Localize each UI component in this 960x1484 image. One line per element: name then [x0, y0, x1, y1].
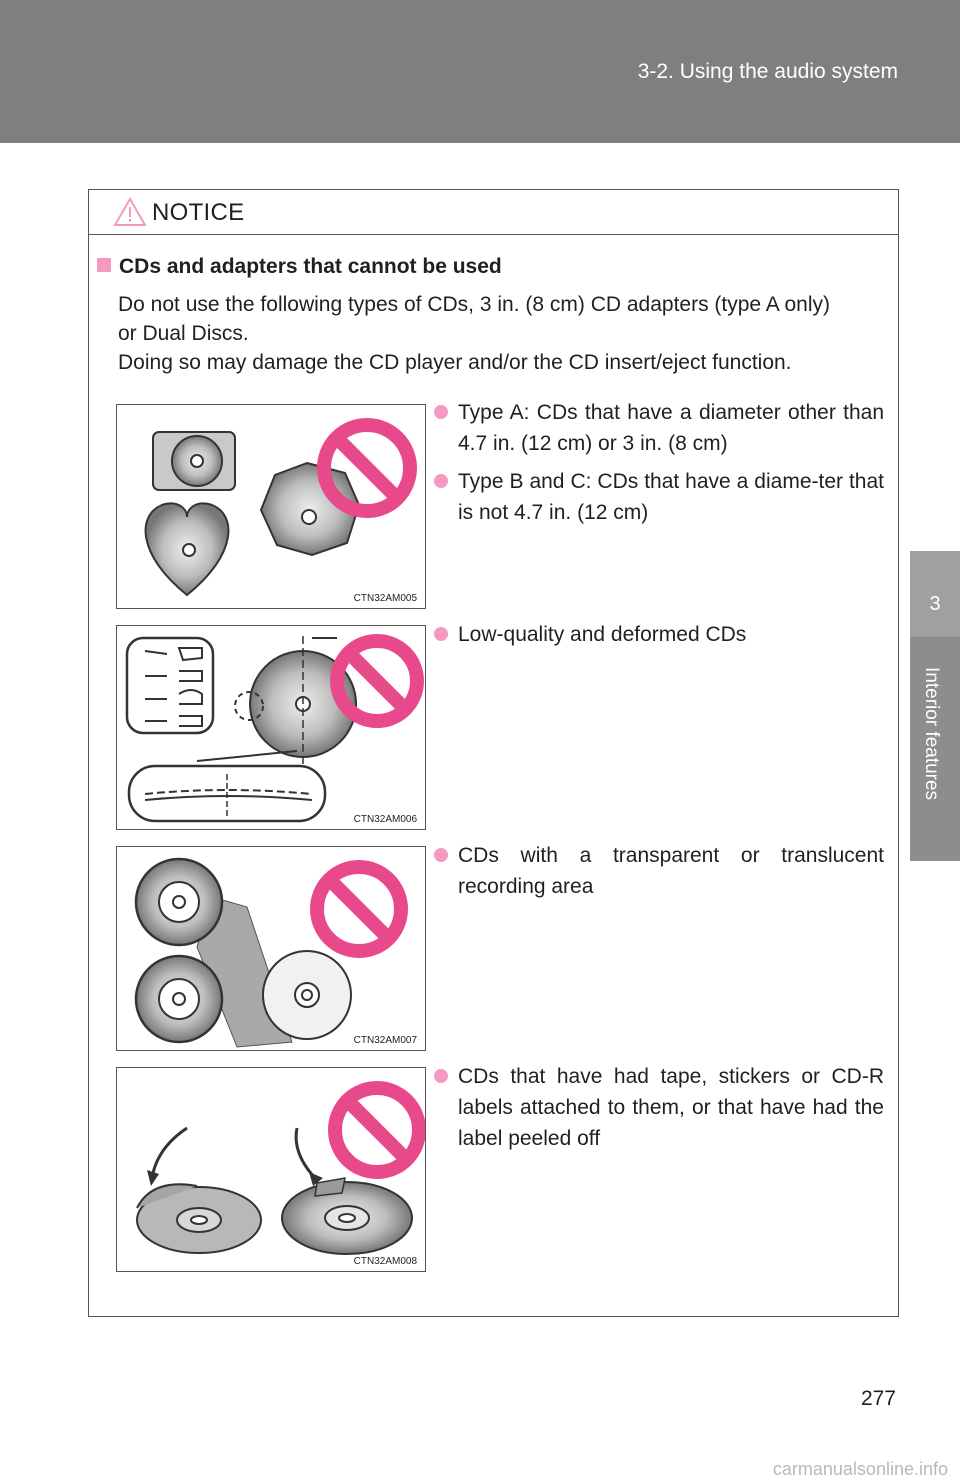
bullet-dot-icon: [434, 1069, 448, 1083]
chapter-tab: [910, 551, 960, 861]
deformed-cds-illustration: [117, 626, 426, 830]
bullet-item: Type A: CDs that have a diameter other than 4.7 in. (12 cm) or 3 in. (8 cm): [434, 397, 884, 459]
notice-box: [88, 189, 899, 1317]
figure-deformed-cds: [116, 625, 426, 830]
bullet-dot-icon: [434, 627, 448, 641]
bullet-item: CDs with a transparent or translucent recording area: [434, 840, 884, 902]
bullet-dot-icon: [434, 405, 448, 419]
bullet-group-2: [434, 619, 884, 657]
subsection-heading: CDs and adapters that cannot be used: [97, 255, 502, 279]
figure-odd-shaped-cds: [116, 404, 426, 609]
bullet-group-3: [434, 840, 884, 909]
figure-labeled-cds: [116, 1067, 426, 1272]
transparent-cds-illustration: [117, 847, 426, 1051]
bullet-dot-icon: [434, 474, 448, 488]
bullet-item: Type B and C: CDs that have a diame-ter that is not 4.7 in. (12 cm): [434, 466, 884, 528]
notice-title: NOTICE: [152, 199, 245, 226]
notice-header: [89, 190, 898, 235]
page-header: [0, 0, 960, 143]
figure-code: CTN32AM007: [353, 1035, 417, 1046]
chapter-label: Interior features: [921, 667, 942, 801]
prohibited-icon: [324, 425, 410, 511]
page-number: 277: [860, 1387, 896, 1410]
bullet-item: Low-quality and deformed CDs: [434, 619, 884, 650]
prohibited-icon: [317, 867, 401, 951]
watermark: carmanualsonline.info: [772, 1459, 948, 1479]
chapter-number: 3: [929, 593, 941, 615]
bullet-dot-icon: [434, 848, 448, 862]
prohibited-icon: [335, 1088, 419, 1172]
figure-code: CTN32AM006: [353, 814, 417, 825]
labeled-cds-illustration: [117, 1068, 426, 1272]
figure-code: CTN32AM005: [353, 593, 417, 604]
warning-icon: [113, 197, 147, 227]
bullet-group-4: [434, 1061, 884, 1161]
figure-code: CTN32AM008: [353, 1256, 417, 1267]
square-bullet-icon: [97, 258, 111, 272]
section-title: 3-2. Using the audio system: [637, 60, 898, 83]
odd-shaped-cds-illustration: [117, 405, 426, 609]
bullet-group-1: [434, 397, 884, 535]
figure-transparent-cds: [116, 846, 426, 1051]
notice-paragraph: Do not use the following types of CDs, 3 in. (8 cm) CD adapters (type A only) or Dual Discs. Doing so may damage the CD player and/or the CD insert/eject function.: [118, 293, 830, 374]
bullet-item: CDs that have had tape, stickers or CD-R labels attached to them, or that have had the label peeled off: [434, 1061, 884, 1154]
